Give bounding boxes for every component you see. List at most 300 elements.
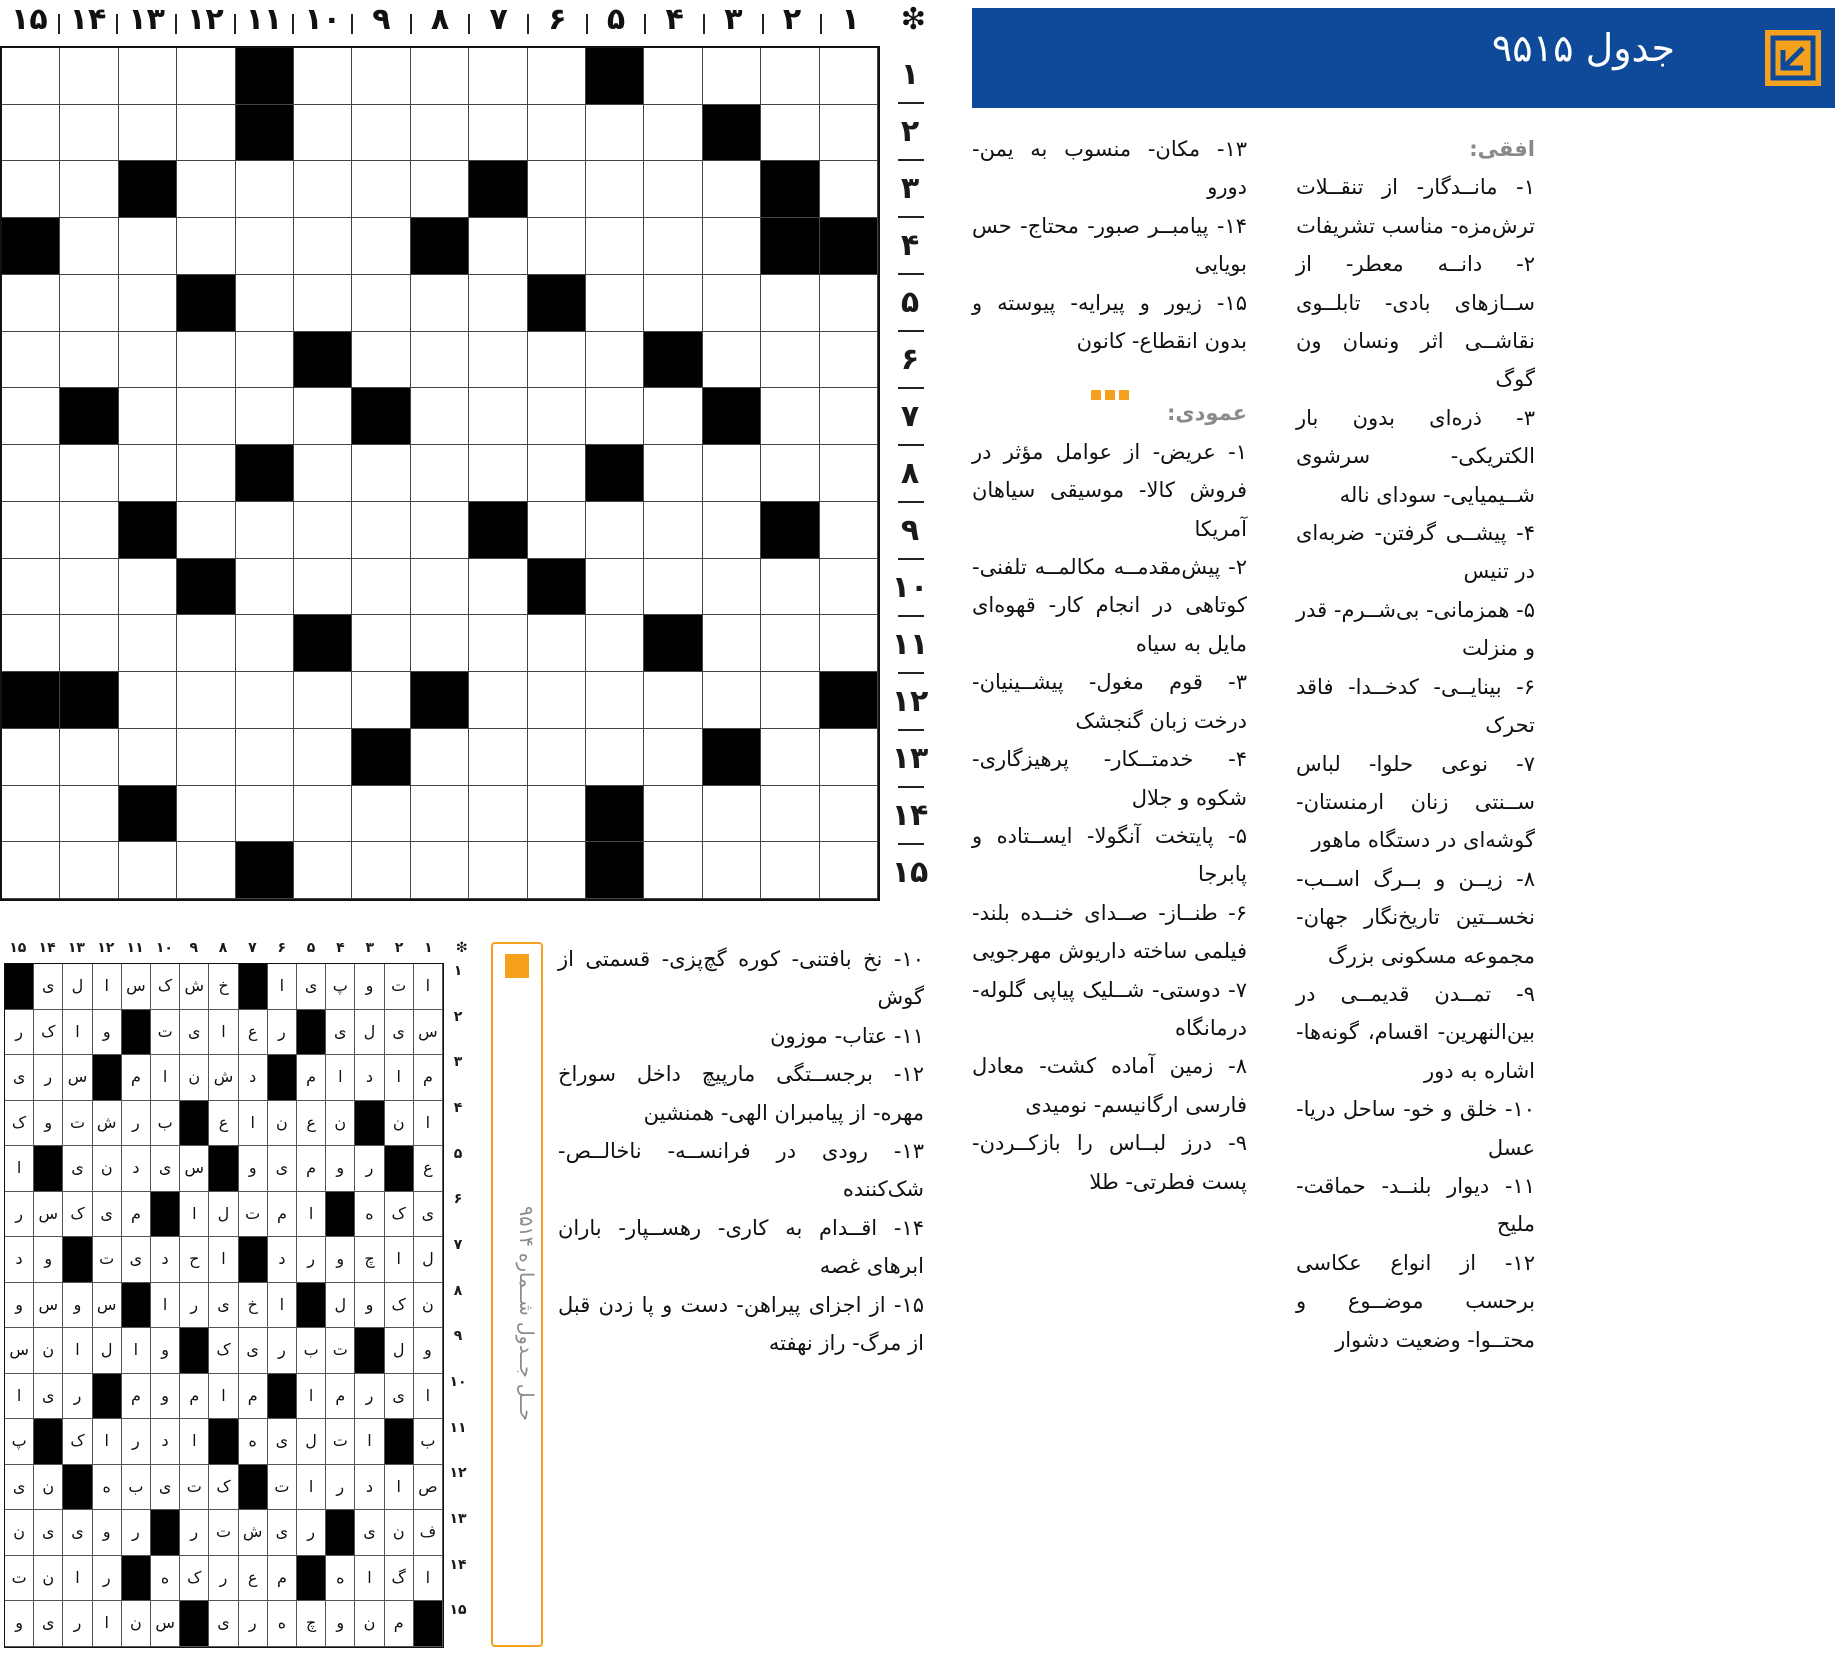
empty-cell[interactable] xyxy=(177,842,235,899)
solution-black-cell xyxy=(239,1237,268,1283)
solution-letter: ا xyxy=(209,1237,238,1283)
empty-cell[interactable] xyxy=(119,729,177,786)
solution-black-cell xyxy=(326,1510,355,1556)
solution-letter: پ xyxy=(326,964,355,1010)
empty-cell[interactable] xyxy=(820,332,878,389)
empty-cell[interactable] xyxy=(2,332,60,389)
empty-cell[interactable] xyxy=(586,275,644,332)
solution-column-number: ۱۳ xyxy=(67,940,85,956)
solution-column-number: ۷ xyxy=(248,940,257,956)
empty-cell[interactable] xyxy=(586,502,644,559)
empty-cell[interactable] xyxy=(469,445,527,502)
solution-letter: ا xyxy=(5,1374,34,1420)
empty-cell[interactable] xyxy=(352,559,410,616)
solution-letter: ت xyxy=(326,1419,355,1465)
empty-cell[interactable] xyxy=(586,388,644,445)
empty-cell[interactable] xyxy=(528,842,586,899)
solution-letter: ا xyxy=(385,1055,414,1101)
empty-cell[interactable] xyxy=(469,218,527,275)
solution-column-number: ۱۰ xyxy=(155,940,173,956)
empty-cell[interactable] xyxy=(411,729,469,786)
black-cell xyxy=(294,332,352,389)
empty-cell[interactable] xyxy=(469,615,527,672)
empty-cell[interactable] xyxy=(411,842,469,899)
empty-cell[interactable] xyxy=(236,275,294,332)
empty-cell[interactable] xyxy=(469,729,527,786)
empty-cell[interactable] xyxy=(586,332,644,389)
empty-cell[interactable] xyxy=(294,559,352,616)
black-cell xyxy=(60,672,118,729)
empty-cell[interactable] xyxy=(761,842,819,899)
solution-letter: ه xyxy=(355,1192,384,1238)
solution-letter: ی xyxy=(5,1465,34,1511)
solution-letter: ر xyxy=(268,1328,297,1374)
empty-cell[interactable] xyxy=(119,218,177,275)
empty-cell[interactable] xyxy=(2,502,60,559)
solution-letter: ش xyxy=(93,1101,122,1147)
empty-cell[interactable] xyxy=(119,559,177,616)
solution-letter: ن xyxy=(34,1328,63,1374)
empty-cell[interactable] xyxy=(528,388,586,445)
empty-cell[interactable] xyxy=(236,161,294,218)
solution-letter: م xyxy=(122,1374,151,1420)
empty-cell[interactable] xyxy=(352,786,410,843)
solution-black-cell xyxy=(93,1055,122,1101)
empty-cell[interactable] xyxy=(294,842,352,899)
empty-cell[interactable] xyxy=(177,332,235,389)
empty-cell[interactable] xyxy=(469,672,527,729)
solution-letter: ل xyxy=(297,1419,326,1465)
solution-letter: ا xyxy=(414,1374,443,1420)
black-cell xyxy=(411,218,469,275)
empty-cell[interactable] xyxy=(528,672,586,729)
solution-letter: خ xyxy=(209,964,238,1010)
empty-cell[interactable] xyxy=(703,48,761,105)
empty-cell[interactable] xyxy=(60,615,118,672)
empty-cell[interactable] xyxy=(586,218,644,275)
empty-cell[interactable] xyxy=(703,218,761,275)
empty-cell[interactable] xyxy=(411,445,469,502)
empty-cell[interactable] xyxy=(820,161,878,218)
empty-cell[interactable] xyxy=(236,388,294,445)
empty-cell[interactable] xyxy=(294,161,352,218)
empty-cell[interactable] xyxy=(119,275,177,332)
solution-black-cell xyxy=(268,1374,297,1420)
empty-cell[interactable] xyxy=(60,105,118,162)
empty-cell[interactable] xyxy=(411,48,469,105)
empty-cell[interactable] xyxy=(469,559,527,616)
empty-cell[interactable] xyxy=(820,842,878,899)
empty-cell[interactable] xyxy=(2,161,60,218)
solution-black-cell xyxy=(5,964,34,1010)
black-cell xyxy=(236,842,294,899)
empty-cell[interactable] xyxy=(60,445,118,502)
empty-cell[interactable] xyxy=(177,672,235,729)
solution-letter: ی xyxy=(268,1146,297,1192)
empty-cell[interactable] xyxy=(60,786,118,843)
empty-cell[interactable] xyxy=(2,729,60,786)
solution-letter: ا xyxy=(414,1556,443,1602)
empty-cell[interactable] xyxy=(469,786,527,843)
solution-column-number: ۵ xyxy=(306,940,316,956)
solution-black-cell xyxy=(414,1601,443,1647)
empty-cell[interactable] xyxy=(352,672,410,729)
empty-cell[interactable] xyxy=(119,48,177,105)
solution-letter: ی xyxy=(34,1374,63,1420)
empty-cell[interactable] xyxy=(820,615,878,672)
solution-column-number: ۱۵ xyxy=(9,940,27,956)
empty-cell[interactable] xyxy=(177,388,235,445)
empty-cell[interactable] xyxy=(119,105,177,162)
empty-cell[interactable] xyxy=(528,332,586,389)
empty-cell[interactable] xyxy=(761,105,819,162)
empty-cell[interactable] xyxy=(644,842,702,899)
column-number: ۲ xyxy=(782,2,802,37)
empty-cell[interactable] xyxy=(644,218,702,275)
empty-cell[interactable] xyxy=(236,615,294,672)
empty-cell[interactable] xyxy=(2,105,60,162)
empty-cell[interactable] xyxy=(644,502,702,559)
empty-cell[interactable] xyxy=(703,615,761,672)
empty-cell[interactable] xyxy=(177,445,235,502)
empty-cell[interactable] xyxy=(352,332,410,389)
empty-cell[interactable] xyxy=(177,105,235,162)
empty-cell[interactable] xyxy=(820,48,878,105)
down-clue: ۵- پایتخت آنگولا- ایســتاده و پابرجا xyxy=(972,823,1247,887)
empty-cell[interactable] xyxy=(60,332,118,389)
solution-letter: ا xyxy=(297,1465,326,1511)
solution-letter: ر xyxy=(297,1237,326,1283)
empty-cell[interactable] xyxy=(528,161,586,218)
empty-cell[interactable] xyxy=(2,842,60,899)
empty-cell[interactable] xyxy=(2,445,60,502)
across-clue: ۳- ذره‌ای بدون بار الکتریکی- سرشوی شــیمیایی- سودای ناله xyxy=(1296,405,1535,507)
empty-cell[interactable] xyxy=(644,48,702,105)
empty-cell[interactable] xyxy=(411,502,469,559)
empty-cell[interactable] xyxy=(528,786,586,843)
empty-cell[interactable] xyxy=(820,445,878,502)
empty-cell[interactable] xyxy=(761,445,819,502)
solution-column-number: ۳ xyxy=(365,940,375,956)
empty-cell[interactable] xyxy=(2,786,60,843)
empty-cell[interactable] xyxy=(411,275,469,332)
solution-black-cell xyxy=(122,1010,151,1056)
solution-letter: ی xyxy=(297,964,326,1010)
solution-black-cell xyxy=(355,1328,384,1374)
solution-letter: ی xyxy=(385,1010,414,1056)
empty-cell[interactable] xyxy=(761,672,819,729)
empty-cell[interactable] xyxy=(820,388,878,445)
empty-cell[interactable] xyxy=(761,388,819,445)
solution-letter: س xyxy=(5,1328,34,1374)
solution-letter: ل xyxy=(93,1328,122,1374)
empty-cell[interactable] xyxy=(528,445,586,502)
solution-black-cell xyxy=(34,1146,63,1192)
empty-cell[interactable] xyxy=(60,161,118,218)
empty-cell[interactable] xyxy=(469,275,527,332)
black-cell xyxy=(761,502,819,559)
empty-cell[interactable] xyxy=(236,786,294,843)
empty-cell[interactable] xyxy=(177,502,235,559)
empty-cell[interactable] xyxy=(586,559,644,616)
solution-letter: و xyxy=(5,1283,34,1329)
empty-cell[interactable] xyxy=(528,502,586,559)
empty-cell[interactable] xyxy=(411,559,469,616)
empty-cell[interactable] xyxy=(352,161,410,218)
solution-letter: د xyxy=(355,1465,384,1511)
black-cell xyxy=(703,105,761,162)
title-bar xyxy=(972,8,1835,108)
empty-cell[interactable] xyxy=(469,388,527,445)
empty-cell[interactable] xyxy=(820,786,878,843)
column-number: ۱۳ xyxy=(128,2,165,37)
empty-cell[interactable] xyxy=(703,672,761,729)
empty-cell[interactable] xyxy=(469,105,527,162)
empty-cell[interactable] xyxy=(469,842,527,899)
solution-letter: ه xyxy=(151,1556,180,1602)
empty-cell[interactable] xyxy=(411,332,469,389)
solution-letter: ه xyxy=(93,1465,122,1511)
empty-cell[interactable] xyxy=(119,672,177,729)
empty-cell[interactable] xyxy=(586,672,644,729)
column-number: ۷ xyxy=(489,2,508,37)
empty-cell[interactable] xyxy=(644,445,702,502)
empty-cell[interactable] xyxy=(703,445,761,502)
column-number: ۱۰ xyxy=(304,2,341,37)
empty-cell[interactable] xyxy=(820,502,878,559)
solution-letter: ر xyxy=(5,1010,34,1056)
empty-cell[interactable] xyxy=(761,559,819,616)
row-number: ۷ xyxy=(900,399,920,434)
empty-cell[interactable] xyxy=(411,388,469,445)
row-number: ۱۳ xyxy=(891,741,929,776)
empty-cell[interactable] xyxy=(761,786,819,843)
empty-cell[interactable] xyxy=(644,105,702,162)
empty-cell[interactable] xyxy=(119,842,177,899)
empty-cell[interactable] xyxy=(469,48,527,105)
solution-black-cell xyxy=(326,1192,355,1238)
empty-cell[interactable] xyxy=(761,615,819,672)
empty-cell[interactable] xyxy=(294,388,352,445)
empty-cell[interactable] xyxy=(294,445,352,502)
solution-letter: ی xyxy=(268,1510,297,1556)
empty-cell[interactable] xyxy=(352,218,410,275)
empty-cell[interactable] xyxy=(761,729,819,786)
black-cell xyxy=(586,842,644,899)
empty-cell[interactable] xyxy=(703,275,761,332)
empty-cell[interactable] xyxy=(411,786,469,843)
empty-cell[interactable] xyxy=(236,502,294,559)
empty-cell[interactable] xyxy=(294,218,352,275)
empty-cell[interactable] xyxy=(411,615,469,672)
solution-black-cell xyxy=(151,1192,180,1238)
empty-cell[interactable] xyxy=(177,161,235,218)
solution-column-number: ۱۱ xyxy=(126,940,144,956)
solution-letter: ی xyxy=(63,1510,92,1556)
solution-letter: م xyxy=(268,1192,297,1238)
black-cell xyxy=(411,672,469,729)
empty-cell[interactable] xyxy=(703,332,761,389)
empty-cell[interactable] xyxy=(528,218,586,275)
solution-column-number: ۹ xyxy=(189,940,199,956)
solution-letter: ک xyxy=(34,1010,63,1056)
empty-cell[interactable] xyxy=(177,786,235,843)
row-number: ۴ xyxy=(900,228,920,263)
empty-cell[interactable] xyxy=(294,275,352,332)
empty-cell[interactable] xyxy=(2,615,60,672)
empty-cell[interactable] xyxy=(177,48,235,105)
solution-row-number: ۱۳ xyxy=(449,1511,467,1527)
empty-cell[interactable] xyxy=(236,332,294,389)
solution-letter: ر xyxy=(355,1146,384,1192)
black-cell xyxy=(177,559,235,616)
empty-cell[interactable] xyxy=(761,48,819,105)
empty-cell[interactable] xyxy=(60,218,118,275)
clues-column-lower xyxy=(558,940,924,1362)
across-clue: ۴- پیشــی گرفتن- ضربه‌ای در تنیس xyxy=(1296,521,1535,584)
empty-cell[interactable] xyxy=(703,842,761,899)
empty-cell[interactable] xyxy=(528,729,586,786)
empty-cell[interactable] xyxy=(60,729,118,786)
empty-cell[interactable] xyxy=(644,161,702,218)
solution-letter: م xyxy=(385,1601,414,1647)
empty-cell[interactable] xyxy=(586,615,644,672)
empty-cell[interactable] xyxy=(294,786,352,843)
empty-cell[interactable] xyxy=(236,218,294,275)
solution-letter: ش xyxy=(239,1510,268,1556)
empty-cell[interactable] xyxy=(703,786,761,843)
empty-cell[interactable] xyxy=(761,332,819,389)
empty-cell[interactable] xyxy=(119,445,177,502)
empty-cell[interactable] xyxy=(294,502,352,559)
black-cell xyxy=(586,48,644,105)
solution-letter: ی xyxy=(239,1328,268,1374)
empty-cell[interactable] xyxy=(236,672,294,729)
empty-cell[interactable] xyxy=(2,275,60,332)
solution-letter: ر xyxy=(297,1510,326,1556)
empty-cell[interactable] xyxy=(703,502,761,559)
solution-letter: س xyxy=(34,1283,63,1329)
empty-cell[interactable] xyxy=(294,729,352,786)
down-heading: عمودی: xyxy=(1166,401,1247,426)
solution-letter: و xyxy=(326,1146,355,1192)
empty-cell[interactable] xyxy=(177,729,235,786)
solution-letter: س xyxy=(414,1010,443,1056)
empty-cell[interactable] xyxy=(177,218,235,275)
empty-cell[interactable] xyxy=(586,105,644,162)
down-clue: ۴- خدمتــکار- پرهیزگاری- شکوه و جلال xyxy=(972,747,1247,810)
solution-letter: ی xyxy=(268,1419,297,1465)
empty-cell[interactable] xyxy=(528,48,586,105)
solution-letter: ن xyxy=(414,1283,443,1329)
empty-cell[interactable] xyxy=(236,729,294,786)
empty-cell[interactable] xyxy=(352,445,410,502)
solution-letter: ا xyxy=(297,1192,326,1238)
empty-cell[interactable] xyxy=(411,105,469,162)
black-cell xyxy=(644,615,702,672)
empty-cell[interactable] xyxy=(352,615,410,672)
empty-cell[interactable] xyxy=(2,559,60,616)
row-number: ۱۰ xyxy=(891,570,929,605)
empty-cell[interactable] xyxy=(352,502,410,559)
empty-cell[interactable] xyxy=(703,559,761,616)
column-number-header xyxy=(0,0,940,48)
solution-letter: ت xyxy=(385,964,414,1010)
empty-cell[interactable] xyxy=(761,275,819,332)
empty-cell[interactable] xyxy=(352,105,410,162)
empty-cell[interactable] xyxy=(644,672,702,729)
down-clue: ۶- طنــاز- صــدای خنــده بلند- فیلمی ساخته داریوش مهرجویی xyxy=(972,900,1247,964)
black-cell xyxy=(236,445,294,502)
solution-letter: م xyxy=(268,1556,297,1602)
solution-letter: م xyxy=(414,1055,443,1101)
black-cell xyxy=(761,218,819,275)
across-clue: ۹- تمــدن قدیمــی در بین‌النهرین- اقسام، گونه‌ها- اشاره به دور xyxy=(1296,981,1535,1083)
empty-cell[interactable] xyxy=(177,615,235,672)
empty-cell[interactable] xyxy=(236,559,294,616)
solution-row-number: ۸ xyxy=(453,1282,463,1299)
empty-cell[interactable] xyxy=(644,729,702,786)
empty-cell[interactable] xyxy=(820,275,878,332)
empty-cell[interactable] xyxy=(60,275,118,332)
empty-cell[interactable] xyxy=(586,161,644,218)
solution-letter: و xyxy=(5,1601,34,1647)
empty-cell[interactable] xyxy=(644,786,702,843)
solution-letter: ت xyxy=(209,1510,238,1556)
empty-cell[interactable] xyxy=(703,161,761,218)
solution-row-number: ۵ xyxy=(453,1145,463,1162)
empty-cell[interactable] xyxy=(294,672,352,729)
empty-cell[interactable] xyxy=(820,729,878,786)
empty-cell[interactable] xyxy=(2,388,60,445)
solution-letter: ن xyxy=(385,1510,414,1556)
empty-cell[interactable] xyxy=(119,615,177,672)
empty-cell[interactable] xyxy=(352,842,410,899)
solution-black-cell xyxy=(180,1601,209,1647)
solution-letter: ا xyxy=(385,1465,414,1511)
empty-cell[interactable] xyxy=(469,332,527,389)
solution-black-cell xyxy=(239,1465,268,1511)
empty-cell[interactable] xyxy=(60,842,118,899)
empty-cell[interactable] xyxy=(411,161,469,218)
empty-cell[interactable] xyxy=(644,559,702,616)
empty-cell[interactable] xyxy=(60,559,118,616)
solution-letter: ع xyxy=(414,1146,443,1192)
empty-cell[interactable] xyxy=(60,502,118,559)
empty-cell[interactable] xyxy=(2,48,60,105)
empty-cell[interactable] xyxy=(820,105,878,162)
solution-letter: ا xyxy=(63,1010,92,1056)
empty-cell[interactable] xyxy=(644,275,702,332)
empty-cell[interactable] xyxy=(352,275,410,332)
empty-cell[interactable] xyxy=(528,615,586,672)
solution-black-cell xyxy=(297,1556,326,1602)
empty-cell[interactable] xyxy=(352,48,410,105)
empty-cell[interactable] xyxy=(644,388,702,445)
empty-cell[interactable] xyxy=(820,559,878,616)
empty-cell[interactable] xyxy=(294,105,352,162)
empty-cell[interactable] xyxy=(60,48,118,105)
empty-cell[interactable] xyxy=(586,729,644,786)
column-number: ۱۲ xyxy=(187,2,224,37)
empty-cell[interactable] xyxy=(119,332,177,389)
empty-cell[interactable] xyxy=(294,48,352,105)
solution-letter: ا xyxy=(355,1419,384,1465)
section-divider-dots xyxy=(972,374,1247,388)
empty-cell[interactable] xyxy=(119,388,177,445)
empty-cell[interactable] xyxy=(528,105,586,162)
solution-letter: و xyxy=(151,1374,180,1420)
